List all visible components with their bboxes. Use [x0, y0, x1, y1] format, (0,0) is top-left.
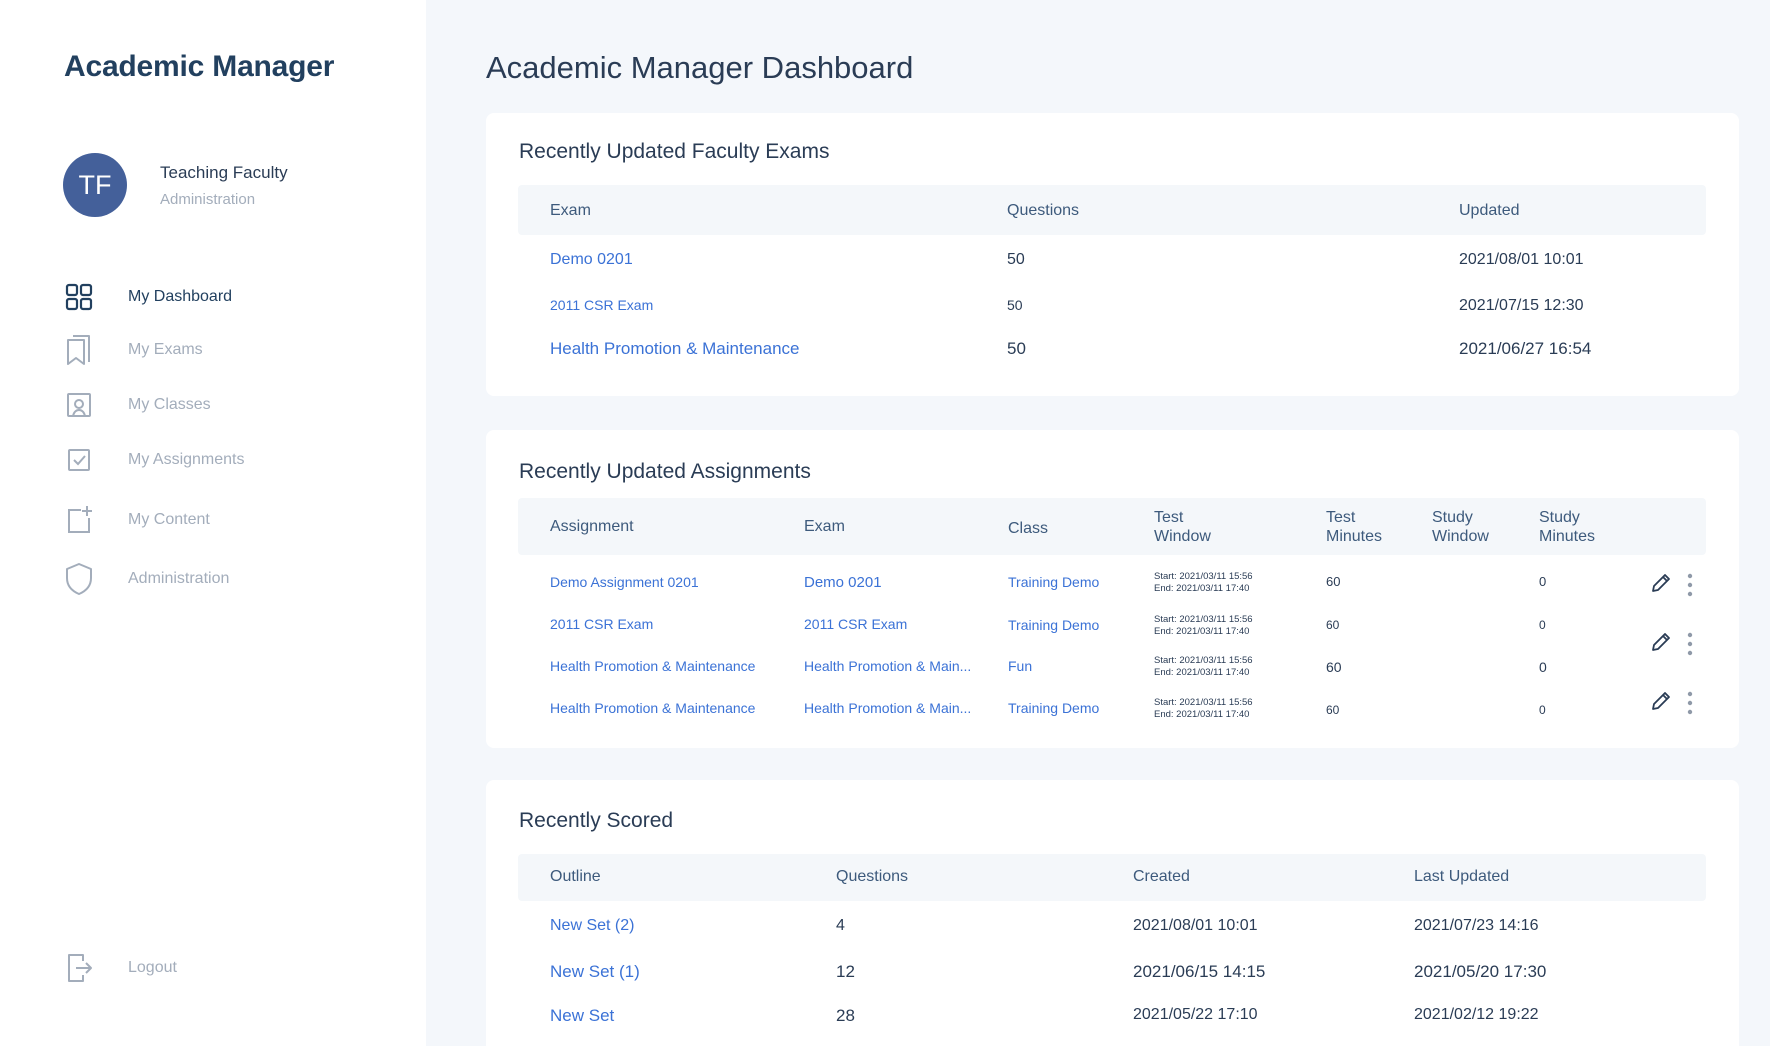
nav-item-label: My Assignments — [128, 451, 245, 468]
sidebar — [0, 0, 426, 1046]
exam-questions: 50 — [1007, 251, 1025, 268]
outline-questions: 12 — [836, 962, 855, 981]
nav-item-assignments[interactable] — [64, 442, 245, 478]
column-header-test-minutes: Test Minutes — [1326, 509, 1383, 545]
add-document-icon — [64, 504, 94, 536]
exam-updated: 2021/07/15 12:30 — [1459, 297, 1584, 314]
class-link[interactable]: Fun — [1008, 658, 1033, 674]
assignment-link[interactable]: Demo Assignment 0201 — [550, 574, 699, 590]
column-header-class: Class — [1008, 520, 1049, 537]
nav-item-dashboard[interactable] — [64, 279, 233, 315]
class-link[interactable]: Training Demo — [1008, 700, 1100, 716]
more-vertical-icon[interactable] — [1686, 573, 1694, 602]
test-minutes: 60 — [1326, 703, 1340, 717]
avatar[interactable]: TF — [63, 153, 127, 217]
outline-created: 2021/06/15 14:15 — [1133, 962, 1266, 981]
assignment-link[interactable]: Health Promotion & Maintenance — [550, 658, 756, 674]
exam-link[interactable]: Demo 0201 — [550, 251, 633, 268]
nav-item-label: My Content — [128, 511, 210, 528]
outline-last-updated: 2021/05/20 17:30 — [1414, 962, 1547, 981]
outline-link[interactable]: New Set (2) — [550, 917, 635, 934]
exam-questions: 50 — [1007, 339, 1026, 358]
page-title: Academic Manager Dashboard — [486, 50, 914, 85]
exam-link[interactable]: Demo 0201 — [804, 574, 882, 591]
column-header-questions: Questions — [836, 868, 909, 885]
more-vertical-icon[interactable] — [1686, 691, 1694, 720]
assignments-card — [486, 430, 1739, 748]
exam-link[interactable]: 2011 CSR Exam — [550, 297, 654, 313]
column-header-exam: Exam — [550, 202, 591, 219]
column-header-exam: Exam — [804, 518, 845, 535]
test-window: Start: 2021/03/11 15:56 End: 2021/03/11 17:40 — [1154, 614, 1253, 637]
card-title: Recently Updated Faculty Exams — [519, 140, 830, 163]
shield-icon — [64, 563, 94, 595]
nav-item-administration[interactable] — [64, 561, 230, 597]
outline-link[interactable]: New Set (1) — [550, 962, 640, 981]
exam-link[interactable]: Health Promotion & Main... — [804, 700, 972, 716]
pencil-icon[interactable] — [1650, 690, 1672, 717]
test-minutes: 60 — [1326, 618, 1340, 632]
nav-item-content[interactable] — [64, 502, 210, 538]
nav-item-label: My Dashboard — [128, 288, 233, 305]
column-header-study-minutes: Study Minutes — [1539, 509, 1596, 545]
bookmark-icon — [64, 334, 94, 366]
nav-item-label: Administration — [128, 570, 230, 587]
assignment-link[interactable]: 2011 CSR Exam — [550, 616, 654, 632]
column-header-updated: Updated — [1459, 202, 1520, 219]
card-title: Recently Updated Assignments — [519, 460, 811, 483]
more-vertical-icon[interactable] — [1686, 632, 1694, 661]
outline-created: 2021/08/01 10:01 — [1133, 917, 1258, 934]
table-header — [518, 498, 1706, 555]
exam-link[interactable]: 2011 CSR Exam — [804, 616, 908, 632]
outline-created: 2021/05/22 17:10 — [1133, 1006, 1258, 1023]
exam-link[interactable]: Health Promotion & Maintenance — [550, 339, 800, 358]
outline-questions: 4 — [836, 917, 845, 934]
column-header-test-window: Test Window — [1154, 509, 1211, 545]
outline-last-updated: 2021/02/12 19:22 — [1414, 1006, 1539, 1023]
nav-item-label: My Exams — [128, 341, 203, 358]
column-header-assignment: Assignment — [550, 518, 634, 535]
user-role: Administration — [160, 191, 256, 208]
recently-scored-card — [486, 780, 1739, 1046]
user-name: Teaching Faculty — [160, 163, 288, 182]
column-header-last-updated: Last Updated — [1414, 868, 1510, 885]
study-minutes: 0 — [1539, 703, 1546, 717]
nav-item-exams[interactable] — [64, 332, 203, 368]
assignment-link[interactable]: Health Promotion & Maintenance — [550, 700, 756, 716]
card-title: Recently Scored — [519, 809, 674, 832]
logout-button[interactable] — [64, 950, 177, 986]
class-link[interactable]: Training Demo — [1008, 617, 1100, 633]
nav-item-classes[interactable] — [64, 387, 211, 423]
column-header-study-window: Study Window — [1432, 509, 1489, 545]
nav-item-label: My Classes — [128, 396, 211, 413]
outline-link[interactable]: New Set — [550, 1006, 615, 1025]
test-window: Start: 2021/03/11 15:56 End: 2021/03/11 17:40 — [1154, 571, 1253, 594]
exam-questions: 50 — [1007, 297, 1023, 313]
table-header — [518, 185, 1706, 235]
test-window: Start: 2021/03/11 15:56 End: 2021/03/11 17:40 — [1154, 655, 1253, 678]
logout-icon — [64, 952, 94, 984]
exam-link[interactable]: Health Promotion & Main... — [804, 658, 972, 674]
test-minutes: 60 — [1326, 659, 1342, 675]
table-header — [518, 854, 1706, 901]
column-header-questions: Questions — [1007, 202, 1080, 219]
study-minutes: 0 — [1539, 618, 1546, 632]
class-link[interactable]: Training Demo — [1008, 574, 1100, 590]
exam-updated: 2021/06/27 16:54 — [1459, 339, 1592, 358]
exam-updated: 2021/08/01 10:01 — [1459, 251, 1584, 268]
test-minutes: 60 — [1326, 574, 1341, 589]
user-card-icon — [64, 389, 94, 421]
outline-questions: 28 — [836, 1006, 855, 1025]
logout-label: Logout — [128, 959, 177, 976]
column-header-created: Created — [1133, 868, 1190, 885]
checkbox-icon — [64, 444, 94, 476]
outline-last-updated: 2021/07/23 14:16 — [1414, 917, 1539, 934]
test-window: Start: 2021/03/11 15:56 End: 2021/03/11 17:40 — [1154, 697, 1253, 720]
pencil-icon[interactable] — [1650, 631, 1672, 658]
study-minutes: 0 — [1539, 574, 1547, 589]
pencil-icon[interactable] — [1650, 572, 1672, 599]
grid-icon — [64, 281, 94, 313]
column-header-outline: Outline — [550, 868, 601, 885]
app-title: Academic Manager — [64, 50, 335, 83]
faculty-exams-card — [486, 113, 1739, 396]
study-minutes: 0 — [1539, 659, 1547, 675]
